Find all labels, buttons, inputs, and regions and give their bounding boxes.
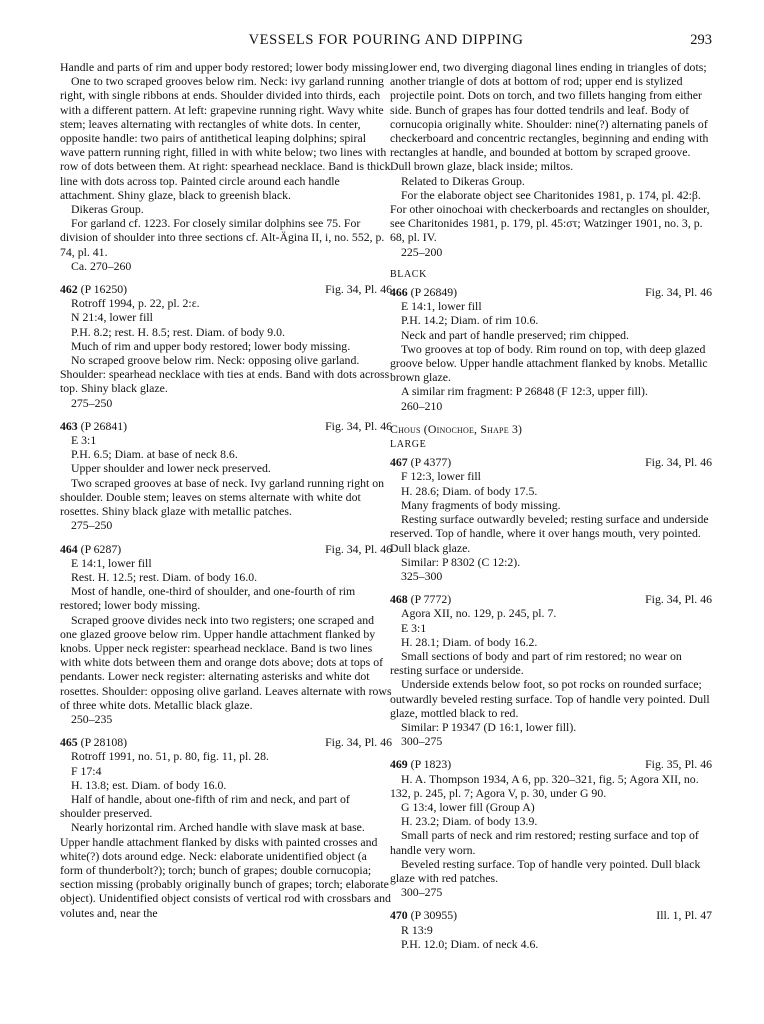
- entry-header-468: [390, 592, 712, 606]
- description: Two grooves at top of body. Rim round on top, with deep glazed groove below. Upper handle attachment flanked by knobs. Metallic brown glaze.: [390, 341, 708, 385]
- dimensions: P.H. 6.5; Diam. at base of neck 8.6.: [71, 447, 238, 462]
- date-range: 225–200: [401, 244, 443, 259]
- figure-reference: Fig. 34, Pl. 46: [325, 418, 392, 433]
- description: Nearly horizontal rim. Arched handle with slave mask at base. Upper handle attachment flanked by disks with painted crosses and white(?) dots around edge. Neck: elaborate unidentified object (a form of thunderbolt?); torch; bunch of grapes; double cornucopia; section missing (probably originally bunch of grapes; torch; elaborate object). Unidentified object consists of vertical rod with crossbars and volutes and, near the: [60, 820, 391, 920]
- date-range: 300–275: [401, 734, 443, 749]
- figure-reference: Ill. 1, Pl. 47: [656, 908, 712, 923]
- date-range: 250–235: [71, 711, 113, 726]
- entry-header-464: [60, 542, 392, 556]
- entry-number: 462: [60, 282, 78, 297]
- figure-reference: Fig. 34, Pl. 46: [645, 592, 712, 607]
- condition: Upper shoulder and lower neck preserved.: [71, 461, 271, 476]
- dimensions: P.H. 14.2; Diam. of rim 10.6.: [401, 313, 539, 328]
- entry-number: 466: [390, 285, 408, 300]
- entry-number: 470: [390, 908, 408, 923]
- dimensions: H. 13.8; est. Diam. of body 16.0.: [71, 777, 227, 792]
- date-range: 275–250: [71, 518, 113, 533]
- entry-header-463: [60, 419, 392, 433]
- dimensions: H. 28.6; Diam. of body 17.5.: [401, 483, 538, 498]
- condition: Most of handle, one-third of shoulder, and one-fourth of rim restored; lower body missing.: [60, 584, 356, 613]
- figure-reference: Fig. 34, Pl. 46: [325, 735, 392, 750]
- condition: Many fragments of body missing.: [401, 497, 561, 512]
- description: Resting surface outwardly beveled; resting surface and underside reserved. Top of handle, where it over hangs mouth, very pointed. Dull black glaze.: [390, 512, 709, 555]
- inventory-number: (P 6287): [80, 541, 122, 556]
- deposit: F 17:4: [71, 763, 102, 778]
- dimensions: P.H. 8.2; rest. H. 8.5; rest. Diam. of body 9.0.: [71, 324, 285, 339]
- inventory-number: (P 16250): [80, 282, 128, 297]
- dimensions: P.H. 12.0; Diam. of neck 4.6.: [401, 936, 539, 951]
- page-header: [60, 32, 712, 54]
- inventory-number: (P 1823): [410, 757, 452, 772]
- description: No scraped groove below rim. Neck: opposing olive garland. Shoulder: spearhead necklace with ties at ends. Band with dots across top. Shiny black glaze.: [60, 353, 390, 396]
- description: Beveled resting surface. Top of handle very pointed. Dull black glaze with red patches.: [390, 856, 701, 885]
- comparanda: For the elaborate object see Charitonides 1981, p. 174, pl. 42:β. For other oinochoai with checkerboards and rectangles on shoulder, see Charitonides 1981, p. 179, pl. 45:στ; Watzinger 1901, no. 3, p. 68, pl. IV.: [390, 187, 710, 245]
- deposit: E 14:1, lower fill: [401, 299, 482, 314]
- date-range: 275–250: [71, 395, 113, 410]
- condition: Small parts of neck and rim restored; resting surface and top of handle very worn.: [390, 828, 699, 857]
- figure-reference: Fig. 35, Pl. 46: [645, 757, 712, 772]
- section-heading: Chous (Oinochoe, Shape 3): [390, 421, 523, 436]
- entry-header-465: [60, 735, 392, 749]
- description: Underside extends below foot, so pot rocks on rounded surface; outwardly beveled resting surface. Top of handle very pointed. Dull glaze, mottled black to red.: [390, 677, 710, 720]
- figure-reference: Fig. 34, Pl. 46: [325, 541, 392, 556]
- figure-reference: Fig. 34, Pl. 46: [645, 455, 712, 470]
- deposit: E 3:1: [71, 433, 97, 448]
- entry-number: 469: [390, 757, 408, 772]
- entry-number: 463: [60, 418, 78, 433]
- entry-header-462: [60, 282, 392, 296]
- paragraph: For garland cf. 1223. For closely similar dolphins see 75. For division of shoulder into three sections cf. Alt-Ägina II, i, no. 552, p. 74, pl. 41.: [60, 216, 385, 259]
- right-column: [390, 60, 712, 951]
- figure-reference: Fig. 34, Pl. 46: [325, 282, 392, 297]
- dimensions: H. 28.1; Diam. of body 16.2.: [401, 634, 538, 649]
- entry-header-469: [390, 757, 712, 771]
- date-range: 260–210: [401, 398, 443, 413]
- group-attribution: Dikeras Group.: [71, 202, 144, 217]
- entry-number: 468: [390, 592, 408, 607]
- condition: Much of rim and upper body restored; lower body missing.: [71, 338, 351, 353]
- bibliography: H. A. Thompson 1934, A 6, pp. 320–321, fig. 5; Agora XII, no. 132, p. 245, pl. 7; Agora V, p. 30, under G 90.: [390, 771, 699, 800]
- dimensions: Rest. H. 12.5; rest. Diam. of body 16.0.: [71, 569, 258, 584]
- figure-reference: Fig. 34, Pl. 46: [645, 285, 712, 300]
- inventory-number: (P 28108): [80, 735, 128, 750]
- bibliography: Rotroff 1991, no. 51, p. 80, fig. 11, pl. 28.: [71, 749, 269, 764]
- description: Scraped groove divides neck into two registers; one scraped and one glazed groove below rim. Upper handle attachment flanked by knobs. Upper neck register: spearhead necklace. Band is two lines with white dots between them and orange dots above; dots at tops of pendants. Lower neck register: alternating asterisks and white dot rosettes. Shoulder: opposing olive garland. Leaves alternate with rows of three white dots. Metallic black glaze.: [60, 612, 392, 712]
- deposit: N 21:4, lower fill: [71, 310, 153, 325]
- entry-header-470: [390, 908, 712, 922]
- condition: Half of handle, about one-fifth of rim and neck, and part of shoulder preserved.: [60, 791, 350, 821]
- page-number: 293: [690, 32, 712, 48]
- comparanda: Similar: P 19347 (D 16:1, lower fill).: [401, 719, 577, 734]
- bibliography: Agora XII, no. 129, p. 245, pl. 7.: [401, 606, 557, 621]
- inventory-number: (P 30955): [410, 908, 458, 923]
- subsection-label: BLACK: [390, 268, 427, 280]
- entry-header-467: [390, 455, 712, 469]
- description: Two scraped grooves at base of neck. Ivy garland running right on shoulder. Double stem; leaves on stems alternate with white dot rosettes. Shiny black glaze with metallic patches.: [60, 475, 385, 519]
- date-range: 300–275: [401, 885, 443, 900]
- deposit: F 12:3, lower fill: [401, 469, 481, 484]
- deposit: R 13:9: [401, 922, 433, 937]
- entry-number: 464: [60, 541, 78, 556]
- entry-number: 467: [390, 455, 408, 470]
- condition: Neck and part of handle preserved; rim chipped.: [401, 327, 629, 342]
- subsection-label: LARGE: [390, 439, 427, 451]
- deposit: E 3:1: [401, 620, 427, 635]
- paragraph: One to two scraped grooves below rim. Neck: ivy garland running right, with single ribbons at ends. Shoulder divided into thirds, each with a different pattern. At left: grapevine running right. Wavy white stem; leaves alternating with rectangles of white dots. In center, opposite handle: two pairs of antithetical leaping dolphins; spiral wave pattern running right, filled in with white below; two lines with row of dots between them. At right: spearhead necklace. Band is thick line with dots across top. Painted circle around each handle attachment. Shiny glaze, black to greenish black.: [60, 74, 391, 202]
- comparanda: A similar rim fragment: P 26848 (F 12:3, upper fill).: [401, 384, 648, 399]
- running-title: VESSELS FOR POURING AND DIPPING: [248, 32, 524, 48]
- deposit: E 14:1, lower fill: [71, 555, 152, 570]
- bibliography: Rotroff 1994, p. 22, pl. 2:ε.: [71, 296, 200, 311]
- paragraph: Handle and parts of rim and upper body restored; lower body missing.: [60, 60, 392, 74]
- dimensions: H. 23.2; Diam. of body 13.9.: [401, 814, 538, 829]
- date-range: Ca. 270–260: [71, 258, 132, 273]
- inventory-number: (P 4377): [410, 455, 452, 470]
- comparanda: Similar: P 8302 (C 12:2).: [401, 554, 521, 569]
- condition: Small sections of body and part of rim restored; no wear on resting surface or underside.: [390, 648, 682, 678]
- date-range: 325–300: [401, 568, 443, 583]
- left-column: [60, 60, 392, 920]
- deposit: G 13:4, lower fill (Group A): [401, 799, 535, 814]
- inventory-number: (P 26841): [80, 418, 128, 433]
- paragraph-continued: lower end, two diverging diagonal lines ending in triangles of dots; another triangle of dots at bottom of rod; upper end is stylized projectile point. Dots on torch, and two fillets hanging from either side. Bunch of grapes has four dotted tendrils and leaf. Body of cornucopia originally white. Shoulder: nine(?) alternating panels of checkerboard and concentric rectangles, beginning and ending with rectangles at handle, and bounded at bottom by scraped groove. Dull brown glaze, black inside; miltos.: [390, 60, 709, 174]
- entry-header-466: [390, 285, 712, 299]
- inventory-number: (P 7772): [410, 592, 452, 607]
- inventory-number: (P 26849): [410, 285, 458, 300]
- group-attribution: Related to Dikeras Group.: [401, 173, 525, 188]
- entry-number: 465: [60, 735, 78, 750]
